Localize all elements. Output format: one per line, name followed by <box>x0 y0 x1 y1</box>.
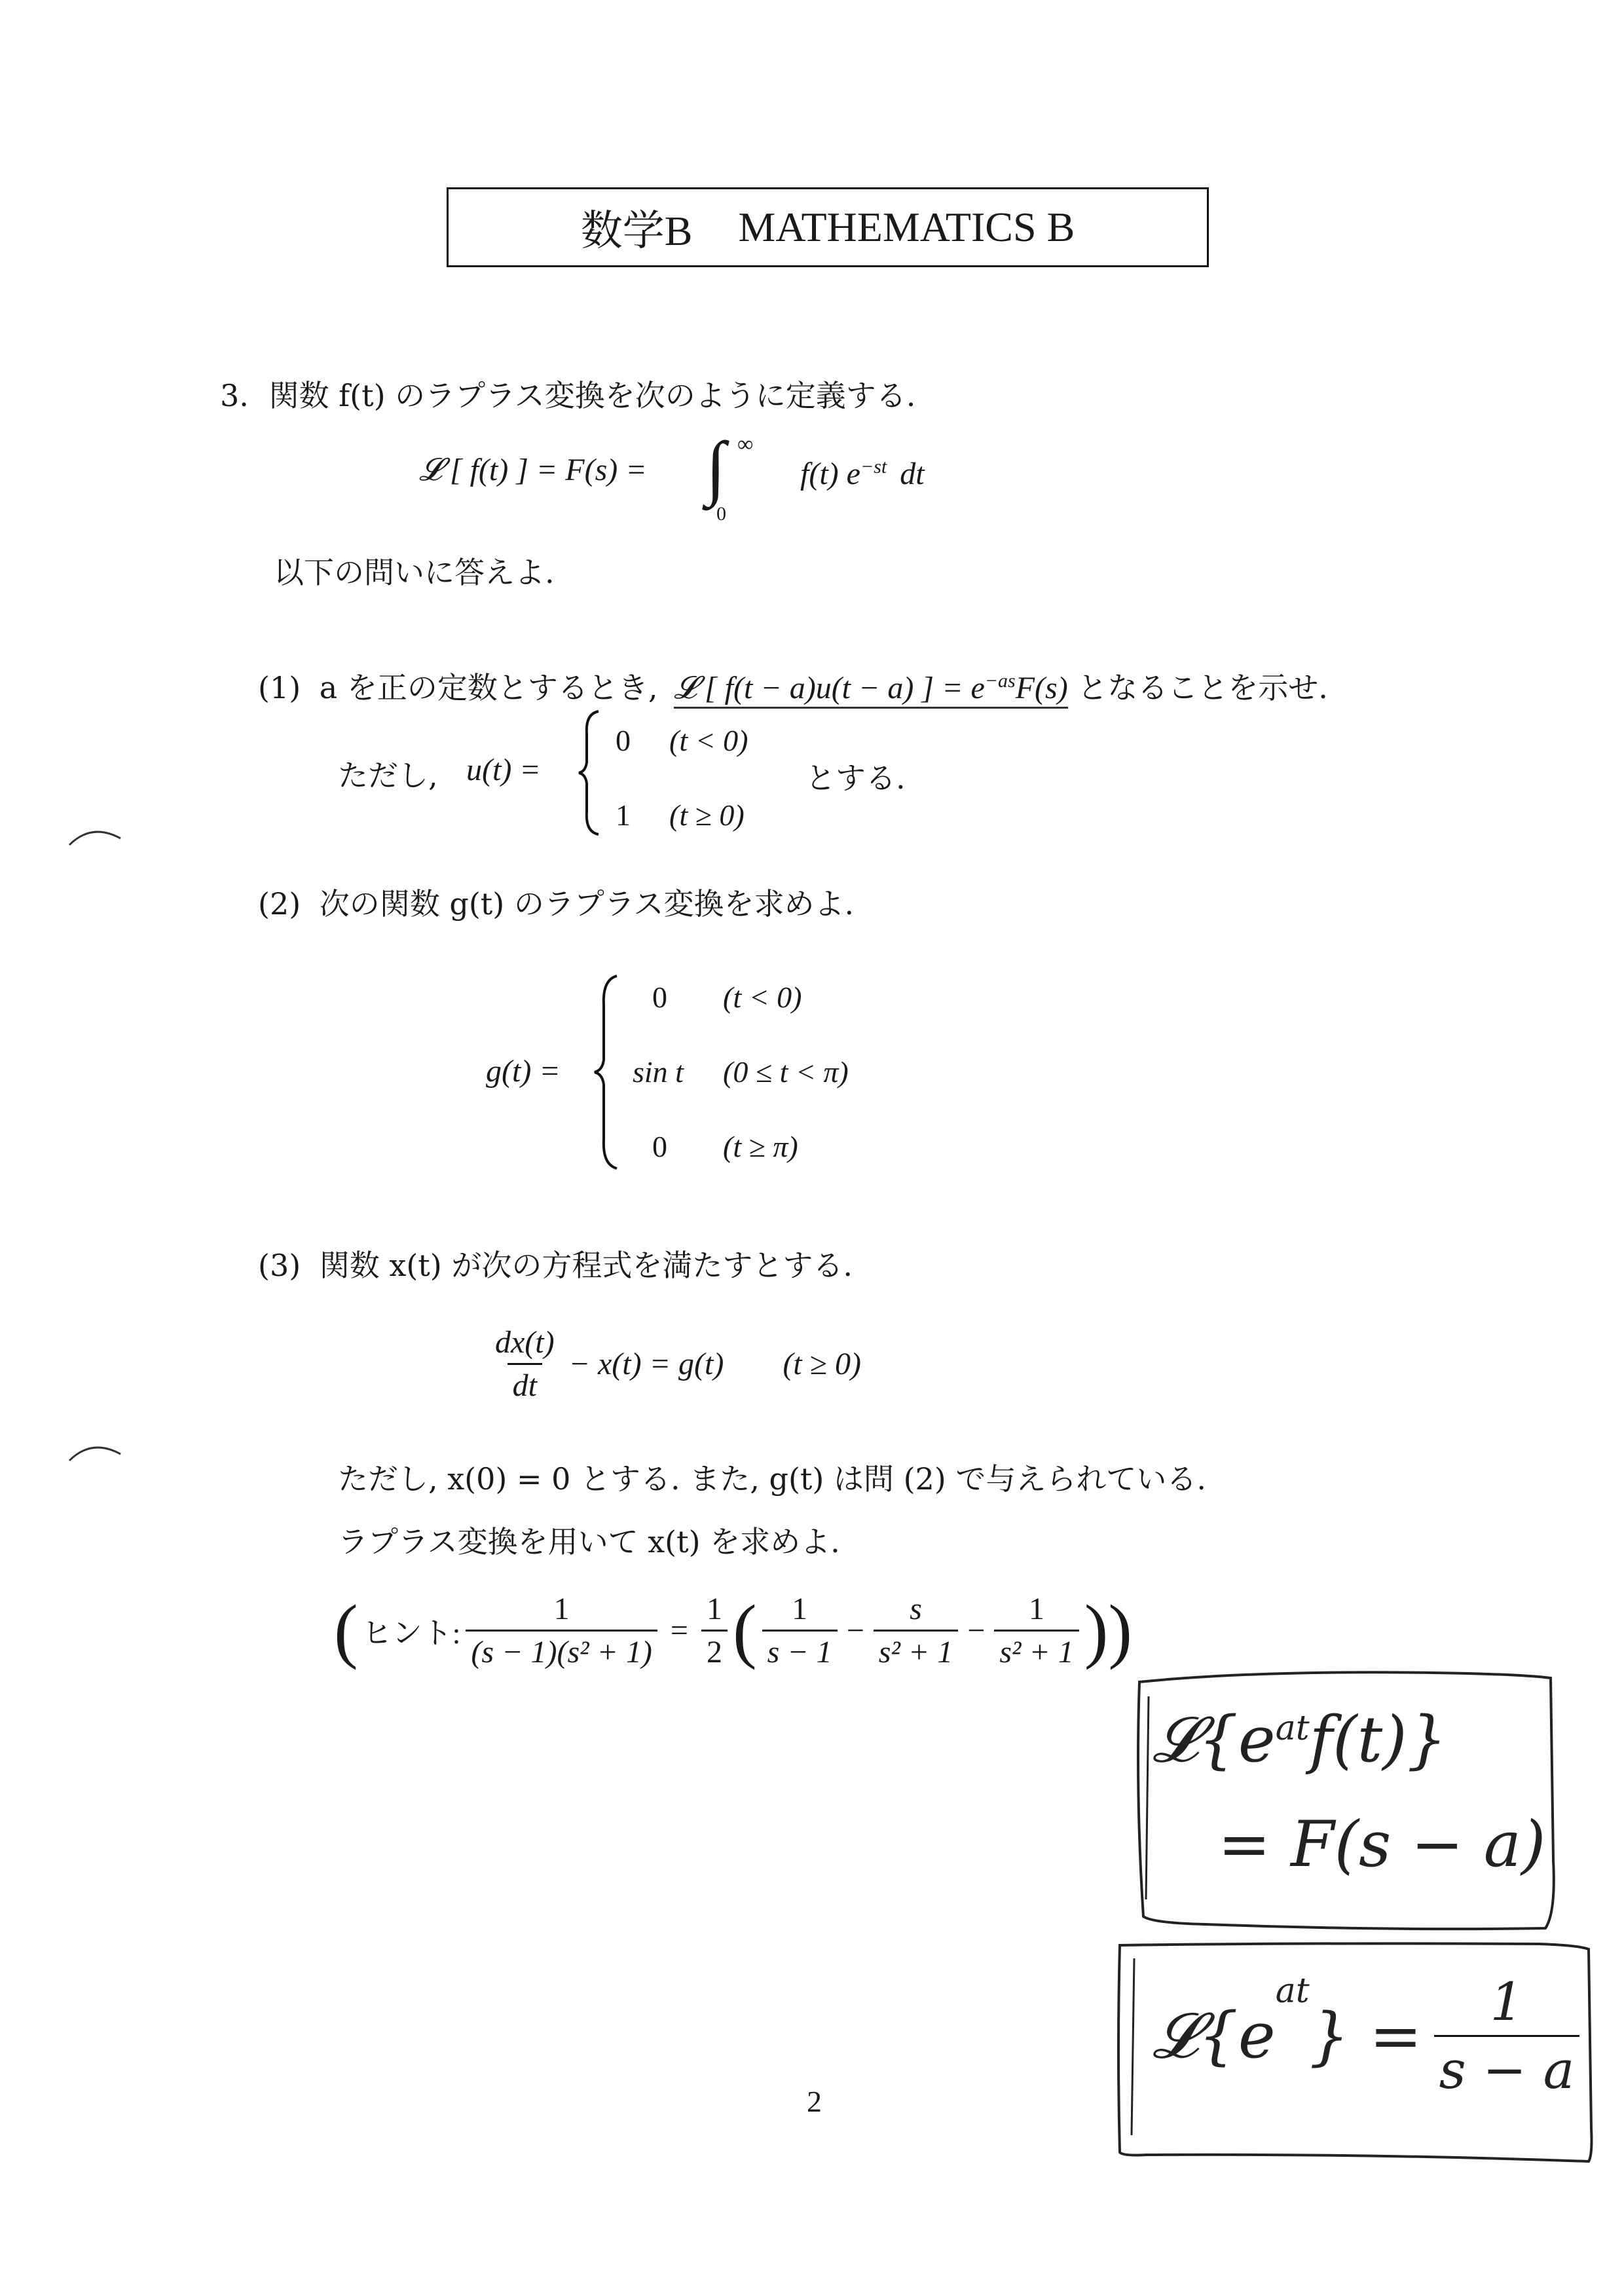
hint-half <box>701 1591 728 1670</box>
q2-line <box>258 880 854 924</box>
hint-lhs-num: 1 <box>553 1592 570 1626</box>
q3-equation <box>485 1324 861 1404</box>
integrand-text: f(t) e <box>800 457 860 491</box>
hint-term1 <box>762 1591 838 1670</box>
hw2-main: 𝓛{e <box>1153 1998 1276 2072</box>
hint-t1-den: s − 1 <box>762 1630 838 1670</box>
hint-term2 <box>874 1591 958 1670</box>
hw1-tail: f(t)} <box>1309 1703 1447 1776</box>
q2-text: 次の関数 g(t) のラプラス変換を求めよ. <box>319 886 855 922</box>
integrand-exponent: −st <box>860 456 887 477</box>
handwritten-note-2 <box>1153 1971 1585 2100</box>
q1-note-prefix: ただし, <box>338 758 438 793</box>
hw2-tail: } = <box>1309 1999 1422 2073</box>
q3-eq-den: dt <box>507 1363 542 1404</box>
hint-t1-num: 1 <box>792 1592 808 1626</box>
hw1-main: 𝓛{e <box>1153 1703 1276 1776</box>
integral-lower: 0 <box>716 503 726 525</box>
q1-suffix: となることを示せ. <box>1077 670 1328 705</box>
q2-lhs: g(t) = <box>486 1054 561 1089</box>
hint-t3-den: s² + 1 <box>994 1630 1079 1670</box>
hint-equals: = <box>670 1613 688 1648</box>
hw2-exp: at <box>1275 1971 1310 2011</box>
handwritten-note-1-line1 <box>1153 1703 1447 1778</box>
problem-intro-text: 関数 f(t) のラプラス変換を次のように定義する. <box>268 378 916 413</box>
title-box <box>447 187 1209 267</box>
definition-lhs: 𝓛 [ f(t) ] = F(s) = <box>419 453 647 487</box>
integral-sign: ∫ <box>706 427 726 507</box>
q1-formula-tail: F(s) <box>1015 671 1068 705</box>
hint-half-num: 1 <box>706 1592 722 1626</box>
hint-t2-den: s² + 1 <box>874 1630 958 1670</box>
hint-paren-open: ( <box>334 1590 358 1670</box>
integral-upper: ∞ <box>737 432 754 457</box>
q2-case2-cond: (0 ≤ t < π) <box>723 1055 849 1089</box>
integrand <box>800 456 925 492</box>
hw1-exp: at <box>1275 1709 1310 1748</box>
hint-minus-2: − <box>967 1613 986 1648</box>
q1-formula-exponent: −as <box>984 670 1016 692</box>
hint-minus-1: − <box>846 1613 864 1648</box>
q3-derivative <box>490 1324 560 1404</box>
q1-line <box>258 664 1328 707</box>
q2-case3-cond: (t ≥ π) <box>723 1130 798 1163</box>
q2-case1-val: 0 <box>652 980 667 1014</box>
handwritten-note-1-line2: = F(s − a) <box>1218 1808 1546 1881</box>
punch-hole-mark-2 <box>65 1434 124 1467</box>
page-number: 2 <box>807 2085 822 2118</box>
q1-note-lhs: u(t) = <box>466 753 541 787</box>
q1-case2-cond: (t ≥ 0) <box>669 798 745 832</box>
differential: dt <box>900 457 925 491</box>
q3-hint <box>334 1589 1132 1672</box>
q3-label: (3) <box>258 1248 301 1283</box>
title-en: MATHEMATICS B <box>738 204 1075 250</box>
instruction: 以下の問いに答えよ. <box>274 555 555 590</box>
q3-eq-cond: (t ≥ 0) <box>783 1347 861 1381</box>
q2-case3-val: 0 <box>652 1130 667 1163</box>
problem-intro <box>220 372 915 415</box>
q3-note1: ただし, x(0) = 0 とする. また, g(t) は問 (2) で与えられている. <box>338 1461 1206 1497</box>
q3-note2: ラプラス変換を用いて x(t) を求めよ. <box>338 1524 840 1559</box>
hint-t3-num: 1 <box>1029 1592 1045 1626</box>
q1-case1-cond: (t < 0) <box>669 724 748 757</box>
hw2-num: 1 <box>1490 1971 1524 2032</box>
q2-brace <box>592 972 621 1172</box>
punch-hole-mark-1 <box>65 819 124 851</box>
q3-eq-num: dx(t) <box>495 1325 555 1360</box>
q3-eq-rest: − x(t) = g(t) <box>568 1347 724 1381</box>
q3-line <box>258 1242 853 1285</box>
q1-case2-val: 1 <box>616 798 631 832</box>
q2-label: (2) <box>258 886 301 922</box>
hint-lhs-den: (s − 1)(s² + 1) <box>466 1630 657 1670</box>
hw2-den: s − a <box>1434 2035 1580 2100</box>
laplace-definition <box>419 452 647 489</box>
q1-formula <box>674 671 1068 709</box>
q1-note-suffix: とする. <box>805 760 906 796</box>
q2-case2-val: sin t <box>633 1055 684 1089</box>
q3-text: 関数 x(t) が次の方程式を満たすとする. <box>319 1248 853 1283</box>
q1-label: (1) <box>258 670 301 705</box>
q1-case1-val: 0 <box>616 724 631 757</box>
hint-term3 <box>994 1591 1079 1670</box>
hint-half-den: 2 <box>701 1630 728 1670</box>
q1-brace <box>576 707 602 838</box>
hint-inner-open: ( <box>732 1590 757 1670</box>
q1-prefix: a を正の定数とするとき, <box>319 670 658 705</box>
hint-label: ヒント: <box>361 1616 461 1650</box>
title-ja: 数学B <box>580 208 693 254</box>
problem-number: 3. <box>220 378 249 413</box>
hw2-fraction <box>1434 1971 1580 2100</box>
q2-case1-cond: (t < 0) <box>723 980 802 1014</box>
q1-formula-main: 𝓛 [ f(t − a)u(t − a) ] = e <box>674 671 985 705</box>
hint-lhs <box>466 1591 657 1670</box>
hint-t2-num: s <box>910 1592 922 1626</box>
hint-paren-close: ) <box>1108 1590 1133 1670</box>
hint-inner-close: ) <box>1084 1590 1109 1670</box>
